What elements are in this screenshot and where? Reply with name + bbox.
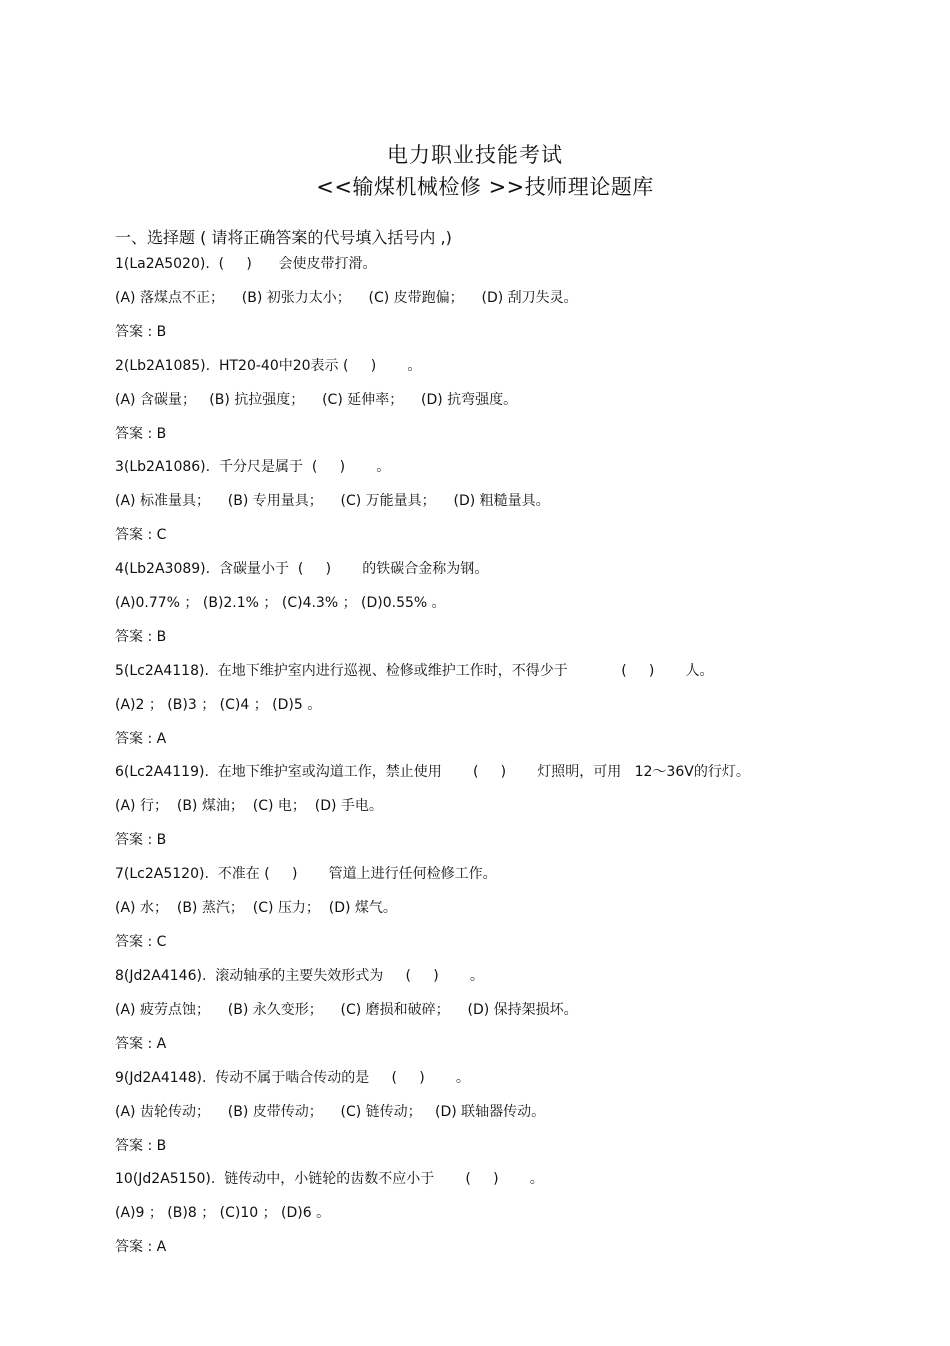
question-item (115, 456, 915, 558)
question-item (115, 1168, 915, 1270)
question-answer: 答案 : C (115, 527, 167, 544)
question-answer: 答案 : B (115, 832, 167, 849)
question-item (115, 863, 915, 965)
question-item (115, 660, 915, 762)
question-stem: 10(Jd2A5150). 链传动中，小链轮的齿数不应小于 ( ) 。 (115, 1171, 544, 1188)
question-options: (A) 落煤点不正； (B) 初张力太小； (C) 皮带跑偏； (D) 刮刀失灵。 (115, 290, 578, 306)
question-options: (A)2 ； (B)3 ； (C)4 ； (D)5 。 (115, 696, 322, 713)
question-answer: 答案 : B (115, 1137, 167, 1154)
question-stem: 8(Jd2A4146). 滚动轴承的主要失效形式为 ( ) 。 (115, 967, 484, 984)
question-item (115, 761, 915, 863)
question-stem: 2(Lb2A1085). HT20-40中20表示 ( ) 。 (115, 357, 422, 374)
section-heading: 一、选择题 ( 请将正确答案的代号填入括号内 ,) (115, 228, 452, 247)
question-item (115, 558, 915, 660)
question-options: (A) 行； (B) 煤油； (C) 电； (D) 手电。 (115, 798, 383, 815)
question-answer: 答案 : B (115, 629, 167, 646)
title-line-1: 电力职业技能考试 (387, 143, 563, 167)
question-answer: 答案 : B (115, 425, 167, 442)
title-line-2: <<输煤机械检修 >>技师理论题库 (316, 175, 654, 199)
question-stem: 4(Lb2A3089). 含碳量小于 ( ) 的铁碳合金称为钢。 (115, 561, 489, 578)
question-answer: 答案 : A (115, 730, 167, 747)
question-stem: 1(La2A5020). ( ) 会使皮带打滑。 (115, 256, 377, 272)
question-options: (A) 含碳量； (B) 抗拉强度； (C) 延伸率； (D) 抗弯强度。 (115, 391, 518, 408)
question-options: (A) 齿轮传动； (B) 皮带传动； (C) 链传动； (D) 联轴器传动。 (115, 1103, 546, 1120)
question-answer: 答案 : C (115, 934, 167, 951)
question-options: (A)0.77% ； (B)2.1% ； (C)4.3% ； (D)0.55% 。 (115, 595, 446, 612)
question-item (115, 253, 915, 355)
question-answer: 答案 : A (115, 1239, 167, 1256)
question-stem: 6(Lc2A4119). 在地下维护室或沟道工作，禁止使用 ( ) 灯照明，可用 12～36V的行灯。 (115, 764, 750, 781)
question-options: (A) 水； (B) 蒸汽； (C) 压力； (D) 煤气。 (115, 900, 397, 917)
document-title (0, 140, 950, 204)
question-options: (A) 标准量具； (B) 专用量具； (C) 万能量具； (D) 粗糙量具。 (115, 493, 550, 510)
question-options: (A) 疲劳点蚀； (B) 永久变形； (C) 磨损和破碎； (D) 保持架损坏。 (115, 1001, 578, 1018)
question-answer: 答案 : A (115, 1035, 167, 1052)
question-list (115, 253, 915, 1270)
question-item (115, 1067, 915, 1169)
question-answer: 答案 : B (115, 324, 167, 340)
question-stem: 9(Jd2A4148). 传动不属于啮合传动的是 ( ) 。 (115, 1069, 470, 1086)
question-stem: 3(Lb2A1086). 千分尺是属于 ( ) 。 (115, 459, 391, 476)
question-stem: 7(Lc2A5120). 不准在 ( ) 管道上进行任何检修工作。 (115, 866, 497, 883)
question-options: (A)9 ； (B)8 ； (C)10 ； (D)6 。 (115, 1205, 331, 1222)
question-item (115, 355, 915, 457)
question-stem: 5(Lc2A4118). 在地下维护室内进行巡视、检修或维护工作时，不得少于 ( ) 人。 (115, 662, 714, 679)
question-item (115, 965, 915, 1067)
